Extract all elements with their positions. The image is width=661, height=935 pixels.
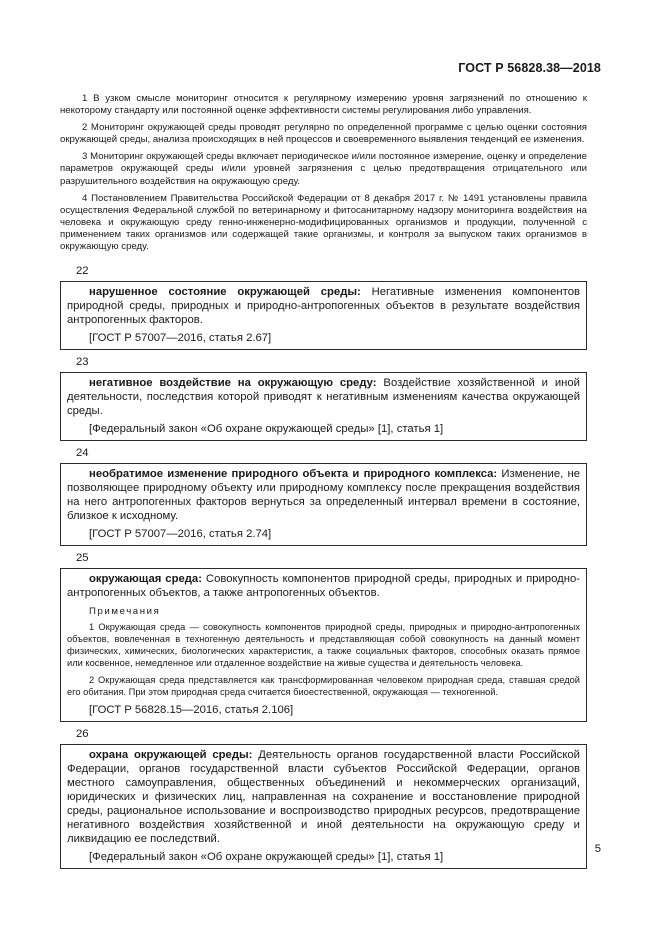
term-entry-box <box>60 463 587 546</box>
term-entry-box <box>60 281 587 350</box>
term-definition <box>67 467 580 523</box>
term-source: [ГОСТ Р 56828.15—2016, статья 2.106] <box>89 704 294 716</box>
term-entry-box <box>60 568 587 722</box>
term-source: [ГОСТ Р 57007—2016, статья 2.67] <box>89 332 272 344</box>
term-name: нарушенное состояние окружающей среды: <box>89 286 361 298</box>
term-entry-box <box>60 372 587 441</box>
entry-number: 23 <box>76 356 89 368</box>
definition-text: Совокупность компонентов природной среды, природных и природно-антропогенных объектов, а также антропогенных объектов. <box>67 573 580 599</box>
term-definition <box>67 285 580 327</box>
definition-text: Изменение, не позволяющее природному объекту или природному комплексу после прекращения воздействия на него антропогенных факторов вернуться за определенный интервал времени в состояние, близкое к исходному. <box>67 468 580 522</box>
definition-text: Негативные изменения компонентов природной среды, природных и природно-антропогенных объектов в результате воздействия антропогенных факторов. <box>67 286 580 326</box>
term-definition <box>67 748 580 846</box>
term-definition <box>67 572 580 600</box>
term-name: необратимое изменение природного объекта и природного комплекса: <box>89 468 498 480</box>
definition-text: Воздействие хозяйственной и иной деятельности, последствия которой приводят к негативным изменениям качества окружающей среды. <box>67 377 580 417</box>
page-number: 5 <box>594 843 601 855</box>
term-name: негативное воздействие на окружающую среду: <box>89 377 377 389</box>
notes-heading: Примечания <box>89 606 161 617</box>
notes-block <box>60 93 587 258</box>
definition-text: Деятельность органов государственной власти Российской Федерации, органов государственной власти субъектов Российской Федерации, органов местного самоуправления, общественных объединений и некоммерческих организаций, юридических и физических лиц, направленная на сохранение и восстановление природной среды, рациональное использование и воспроизводство природных ресурсов, предотвращение негативного воздействия хозяйственной и иной деятельности на окружающую среду и ликвидацию ее последствий. <box>67 749 580 845</box>
entry-number: 22 <box>76 265 89 277</box>
document-header: ГОСТ Р 56828.38—2018 <box>458 61 601 75</box>
term-entry-box <box>60 744 587 869</box>
entry-number: 24 <box>76 447 89 459</box>
term-definition <box>67 376 580 418</box>
term-source: [ГОСТ Р 57007—2016, статья 2.74] <box>89 528 272 540</box>
term-name: окружающая среда: <box>89 573 202 585</box>
note: 2 Мониторинг окружающей среды проводят регулярно по определенной программе с целью оценки состояния окружающей среды, анализа происходящих в ней процессов и своевременного выявления тенденций ее изменения. <box>60 122 587 146</box>
entry-note: 2 Окружающая среда представляется как трансформированная человеком природная среда, ставшая средой его обитания. При этом природная среда считается биоестественной, окружающая — техногенной. <box>67 675 580 697</box>
entry-number: 25 <box>76 552 89 564</box>
note: 4 Постановлением Правительства Российской Федерации от 8 декабря 2017 г. № 1491 установлены правила осуществления Федеральной службой по ветеринарному и фитосанитарному надзору мониторинга воздействия на человека и окружающую среду генно-инженерно-модифицированных организмов и продукции, полученной с применением таких организмов или содержащей такие организмы, и контроля за выпуском таких организмов в окружающую среду. <box>60 192 587 253</box>
entry-note: 1 Окружающая среда — совокупность компонентов природной среды, природных и природно-антропогенных объектов, вовлеченная в техногенную деятельность и представляющая собой совокупность на данный момент физических, химических, биологических характеристик, а также социальных факторов, способных оказать прямое или косвенное, немедленное или отдаленное воздействие на живые существа и деятельность человека. <box>67 622 580 668</box>
term-source: [Федеральный закон «Об охране окружающей среды» [1], статья 1] <box>89 851 444 863</box>
note: 1 В узком смысле мониторинг относится к регулярному измерению уровня загрязнений по отношению к некоторому стандарту или постоянной оценке эффективности системы регулирования либо управления. <box>60 93 587 117</box>
entry-number: 26 <box>76 728 89 740</box>
term-name: охрана окружающей среды: <box>89 749 253 761</box>
term-entries <box>60 265 587 875</box>
note: 3 Мониторинг окружающей среды включает периодическое и/или постоянное измерение, оценку и определение параметров окружающей среды и/или уровней загрязнения с целью предотвращения отрицательного или разрушительного воздействия на окружающую среду. <box>60 151 587 187</box>
term-source: [Федеральный закон «Об охране окружающей среды» [1], статья 1] <box>89 423 444 435</box>
